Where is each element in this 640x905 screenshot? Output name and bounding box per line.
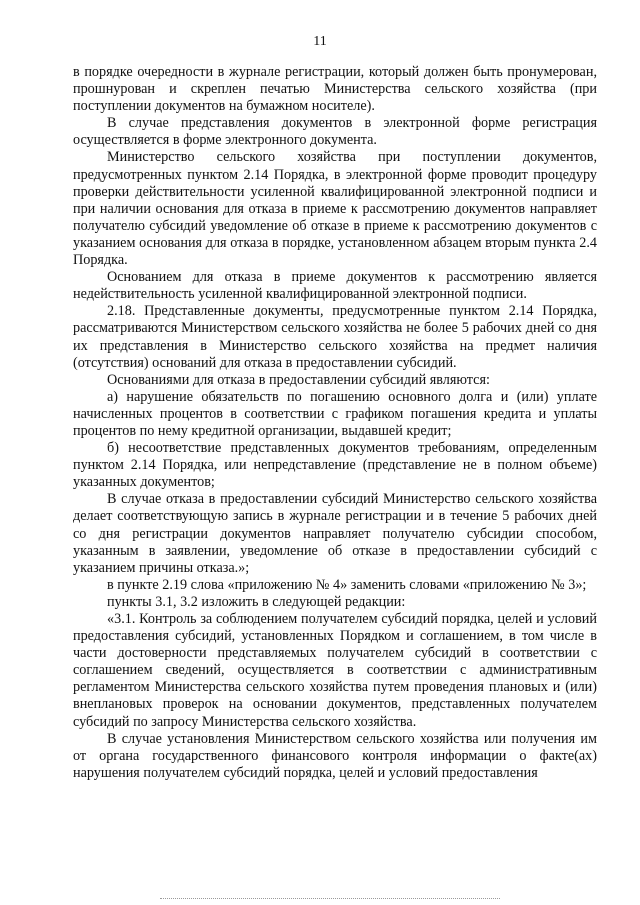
paragraph-violation-case: В случае установления Министерством сельского хозяйства или получения им от органа государственного финансового контроля информации о факте(ах) нарушения получателем субсидий порядка, целей и условий предоставления [73,730,597,781]
paragraph-2-18: 2.18. Представленные документы, предусмотренные пунктом 2.14 Порядка, рассматриваются Министерством сельского хозяйства не более 5 рабочих дней со дня их представления в Министерство сельского хозяйства на предмет наличия (отсутствия) оснований для отказа в предоставлении субсидий. [73,303,597,371]
document-body [73,64,597,782]
paragraph-electronic-registration: В случае представления документов в электронной форме регистрация осуществляется в форме электронного документа. [73,115,597,149]
paragraph-refusal-notice: В случае отказа в предоставлении субсидий Министерство сельского хозяйства делает соответствующую запись в журнале регистрации и в течение 5 рабочих дней со дня регистрации документов направляет получателю субсидии способом, указанным в заявлении, уведомление об отказе в предоставлении субсидий с указанием причины отказа.»; [73,491,597,576]
paragraph-2-19-amendment: в пункте 2.19 слова «приложению № 4» заменить словами «приложению № 3»; [107,576,587,593]
scan-edge-mark [160,897,500,899]
paragraph-ground-b: б) несоответствие представленных документов требованиям, определенным пунктом 2.14 Порядка, или непредставление (представление не в полном объеме) указанных документов; [73,440,597,491]
paragraph-3-1: «3.1. Контроль за соблюдением получателем субсидий порядка, целей и условий предоставления субсидий, установленных Порядком и соглашением, в том числе в части достоверности представляемых получателем субсидий в соответствии с соглашением сведений, осуществляется в соответствии с административным регламентом Министерства сельского хозяйства путем проведения плановых и (или) внеплановых проверок на основании документов, представленных получателем субсидий по запросу Министерства сельского хозяйства. [73,611,597,730]
page-number: 11 [313,34,327,49]
paragraph-signature-check: Министерство сельского хозяйства при поступлении документов, предусмотренных пунктом 2.14 Порядка, в электронной форме проводит процедуру проверки действительности усиленной квалифицированной электронной подписи и при наличии основания для отказа в приеме к рассмотрению документов направляет получателю субсидий уведомление об отказе в приеме к рассмотрению документов с указанием основания для отказа в порядке, установленном абзацем вторым пункта 2.4 Порядка. [73,149,597,269]
paragraph-registration-journal: в порядке очередности в журнале регистрации, который должен быть пронумерован, прошнурован и скреплен печатью Министерства сельского хозяйства (при поступлении документов на бумажном носителе). [73,64,597,115]
paragraph-refusal-grounds-heading: Основаниями для отказа в предоставлении субсидий являются: [107,371,490,388]
paragraph-3-1-3-2-intro: пункты 3.1, 3.2 изложить в следующей редакции: [107,593,406,610]
paragraph-refusal-basis: Основанием для отказа в приеме документов к рассмотрению является недействительность усиленной квалифицированной электронной подписи. [73,269,597,303]
paragraph-ground-a: а) нарушение обязательств по погашению основного долга и (или) уплате начисленных процентов в соответствии с графиком погашения кредита и уплаты процентов по нему кредитной организации, выдавшей кредит; [73,388,597,439]
